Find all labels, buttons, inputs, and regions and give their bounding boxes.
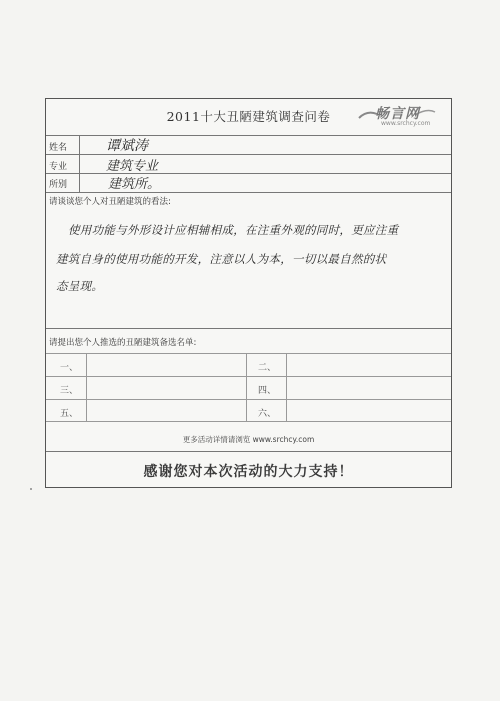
institute-label: 所别 (49, 180, 68, 190)
institute-value[interactable]: 建筑所。 (108, 177, 161, 192)
form-title: 2011十大丑陋建筑调查问卷 (166, 109, 331, 124)
name-value[interactable]: 谭斌涛 (106, 138, 148, 154)
thanks-message: 感谢您对本次活动的大力支持！ (143, 464, 354, 480)
divider (46, 451, 451, 452)
grid-line (286, 353, 287, 421)
major-label: 专业 (49, 162, 68, 172)
nominee-prompt: 请提出您个人推选的丑陋建筑备选名单: (49, 338, 197, 348)
divider (46, 328, 451, 329)
major-value[interactable]: 建筑专业 (106, 159, 159, 174)
opinion-prompt: 请谈谈您个人对丑陋建筑的看法: (49, 197, 171, 207)
divider (46, 173, 451, 174)
nominee-input[interactable] (88, 401, 244, 420)
nominee-label: 三、 (60, 386, 79, 396)
nominee-input[interactable] (288, 355, 448, 375)
grid-line (246, 353, 247, 421)
nominee-label: 二、 (258, 363, 277, 373)
brand-logo (357, 106, 437, 130)
survey-form (45, 98, 452, 488)
label-column-divider (79, 135, 80, 192)
opinion-line: 态呈现。 (56, 279, 104, 293)
nominee-input[interactable] (88, 378, 244, 398)
nominee-label: 六、 (258, 409, 277, 419)
scan-speck (30, 488, 32, 490)
divider (46, 192, 451, 193)
nominee-input[interactable] (88, 355, 244, 375)
opinion-line: 使用功能与外形设计应相辅相成，在注重外观的同时，更应注重 (68, 223, 399, 237)
more-info-text: 更多活动详情请浏览 www.srchcy.com (182, 435, 315, 444)
nominee-label: 五、 (60, 409, 79, 419)
grid-line (46, 399, 451, 400)
grid-line (46, 376, 451, 377)
nominee-label: 一、 (60, 363, 79, 373)
divider (46, 353, 451, 354)
opinion-line: 建筑自身的使用功能的开发，注意以人为本，一切以最自然的状 (56, 252, 387, 266)
name-label: 姓名 (49, 143, 68, 153)
grid-line (46, 421, 451, 422)
grid-line (86, 353, 87, 421)
logo-brand-text: 畅言网 (375, 106, 420, 122)
nominee-input[interactable] (288, 401, 448, 420)
nominee-input[interactable] (288, 378, 448, 398)
logo-url: www.srchcy.com (381, 120, 431, 127)
nominee-label: 四、 (258, 386, 277, 396)
